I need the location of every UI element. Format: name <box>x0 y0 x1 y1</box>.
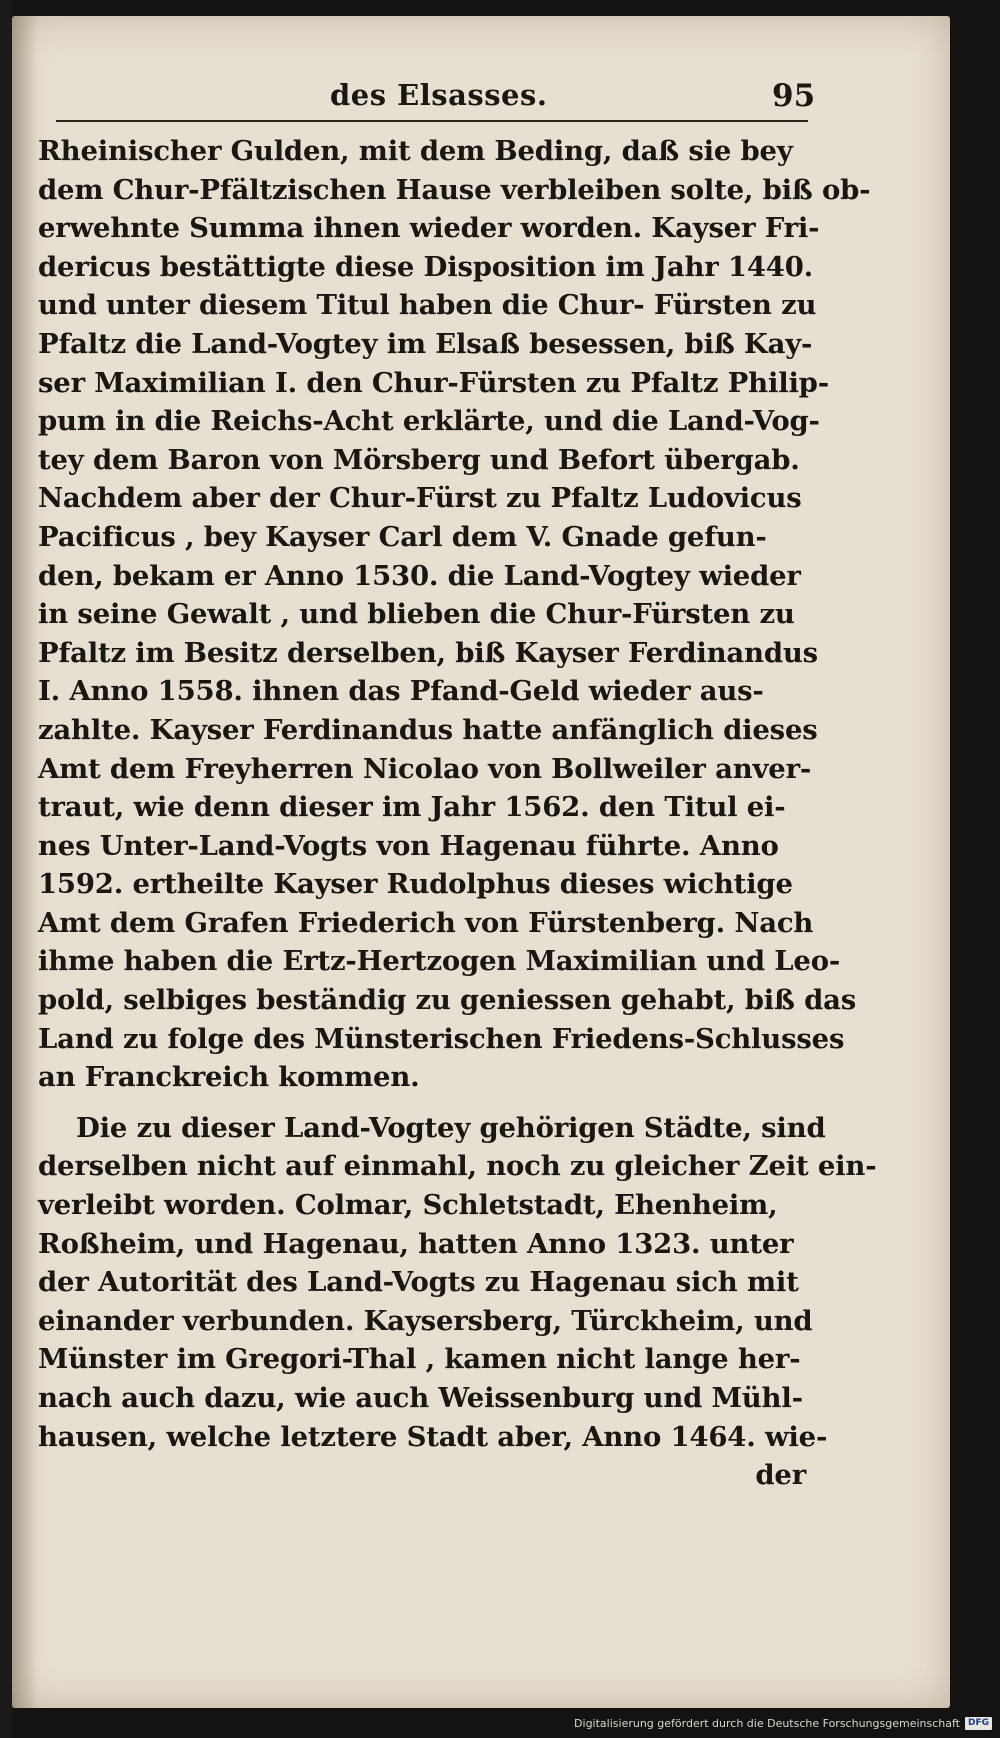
text-line: derselben nicht auf einmahl, noch zu gleicher Zeit ein- <box>38 1150 877 1183</box>
text-line: Amt dem Grafen Friederich von Fürstenberg. Nach <box>38 906 814 939</box>
paragraph-1 <box>38 132 871 1097</box>
text-line: ihme haben die Ertz-Hertzogen Maximilian und Leo- <box>38 945 841 978</box>
text-line: Die zu dieser Land-Vogtey gehörigen Städte, sind <box>76 1111 826 1144</box>
gutter-shadow <box>12 16 38 1708</box>
text-line: den, bekam er Anno 1530. die Land-Vogtey wieder <box>38 559 801 592</box>
text-line: nach auch dazu, wie auch Weissenburg und Mühl- <box>38 1382 803 1414</box>
text-line: in seine Gewalt , und blieben die Chur-Fürsten zu <box>38 598 795 631</box>
dfg-logo: DFG <box>965 1717 992 1730</box>
text-line: I. Anno 1558. ihnen das Pfand-Geld wieder aus- <box>38 675 764 708</box>
text-line: Amt dem Freyherren Nicolao von Bollweiler anver- <box>38 752 812 785</box>
text-line: dem Chur-Pfältzischen Hause verbleiben solte, biß ob- <box>38 173 871 206</box>
scan-background <box>0 0 12 1738</box>
text-line: ser Maximilian I. den Chur-Fürsten zu Pfaltz Philip- <box>38 366 829 399</box>
text-line: pold, selbiges beständig zu geniessen gehabt, biß das <box>38 984 857 1017</box>
text-line: Rheinischer Gulden, mit dem Beding, daß sie bey <box>38 135 793 167</box>
text-line: hausen, welche letztere Stadt aber, Anno 1464. wie- <box>38 1420 828 1453</box>
funding-credit: Digitalisierung gefördert durch die Deutsche Forschungsgemeinschaft <box>574 1717 960 1730</box>
text-line: Münster im Gregori-Thal , kamen nicht lange her- <box>38 1343 801 1376</box>
paragraph-2 <box>38 1109 877 1456</box>
page-number: 95 <box>772 78 816 114</box>
text-line: erwehnte Summa ihnen wieder worden. Kayser Fri- <box>38 212 820 245</box>
text-line: einander verbunden. Kaysersberg, Türckheim, und <box>38 1304 813 1337</box>
text-line: zahlte. Kayser Ferdinandus hatte anfänglich dieses <box>38 713 818 746</box>
text-line: Roßheim, und Hagenau, hatten Anno 1323. unter <box>38 1227 794 1260</box>
running-head: des Elsasses. <box>330 78 548 112</box>
text-line: Pfaltz die Land-Vogtey im Elsaß besessen, biß Kay- <box>38 327 813 360</box>
text-line: und unter diesem Titul haben die Chur- Fürsten zu <box>38 289 817 322</box>
text-line: nes Unter-Land-Vogts von Hagenau führte. Anno <box>38 829 779 862</box>
text-line: verleibt worden. Colmar, Schletstadt, Ehenheim, <box>38 1189 778 1222</box>
text-line: Pacificus , bey Kayser Carl dem V. Gnade gefun- <box>38 520 767 553</box>
text-line: 1592. ertheilte Kayser Rudolphus dieses wichtige <box>38 868 793 901</box>
body-text <box>38 132 877 1495</box>
text-line: dericus bestättigte diese Disposition im Jahr 1440. <box>38 250 814 283</box>
digitization-footer <box>574 1717 992 1730</box>
text-line: Nachdem aber der Chur-Fürst zu Pfaltz Ludovicus <box>38 482 802 515</box>
paragraph-gap <box>38 1097 818 1109</box>
catchword: der <box>755 1459 806 1492</box>
text-line: traut, wie denn dieser im Jahr 1562. den Titul ei- <box>38 791 786 824</box>
text-line: tey dem Baron von Mörsberg und Befort übergab. <box>38 443 800 476</box>
text-line: Land zu folge des Münsterischen Friedens-Schlusses <box>38 1022 845 1055</box>
text-line: pum in die Reichs-Acht erklärte, und die Land-Vog- <box>38 405 820 438</box>
text-line: an Franckreich kommen. <box>38 1061 420 1094</box>
text-line: Pfaltz im Besitz derselben, biß Kayser Ferdinandus <box>38 636 818 669</box>
text-line: der Autorität des Land-Vogts zu Hagenau sich mit <box>38 1266 799 1299</box>
header-rule <box>56 120 808 122</box>
